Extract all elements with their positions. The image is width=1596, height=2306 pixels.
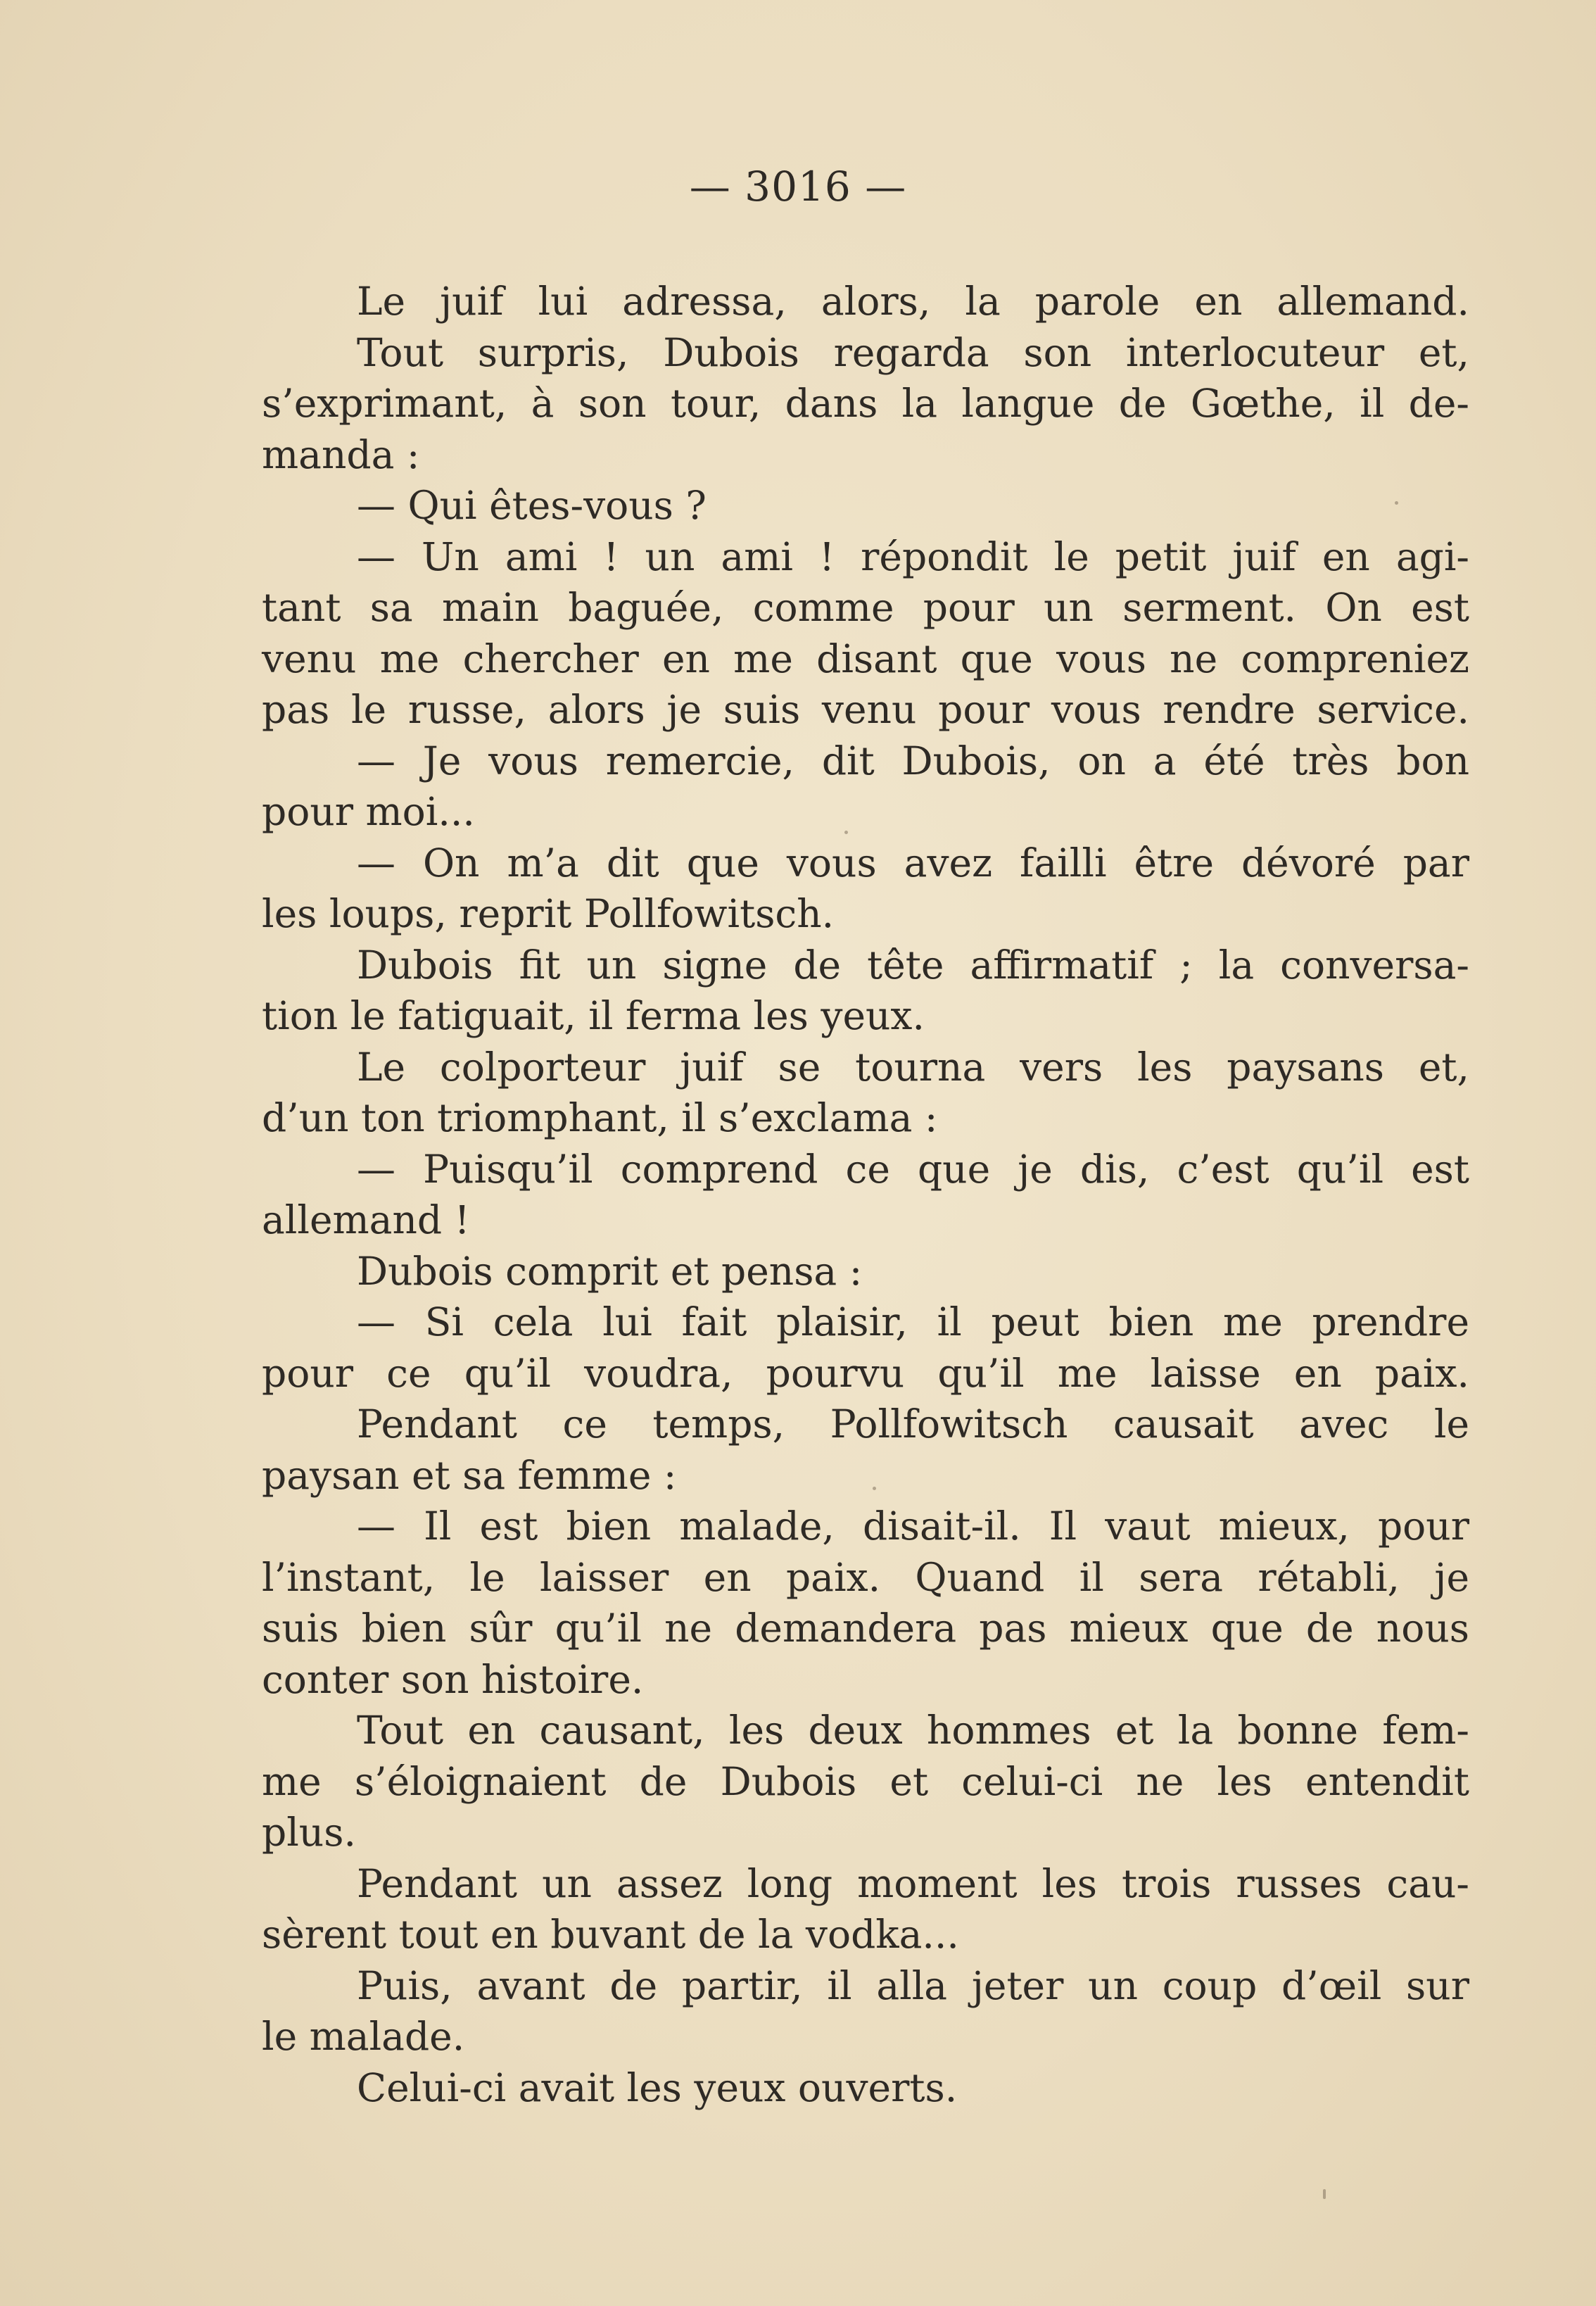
page-number: — 3016 —: [689, 163, 907, 210]
text-line: — Puisqu’il comprend ce que je dis, c’est qu’il est: [357, 1146, 1469, 1192]
text-line: tion le fatiguait, il ferma les yeux.: [262, 993, 925, 1038]
text-line: — On m’a dit que vous avez failli être dévoré par: [357, 840, 1469, 886]
text-line: Tout en causant, les deux hommes et la bonne fem-: [357, 1708, 1469, 1753]
text-line: Le colporteur juif se tourna vers les paysans et,: [357, 1044, 1469, 1090]
text-line: — Un ami ! un ami ! répondit le petit juif en agi-: [357, 534, 1469, 579]
text-line: allemand !: [262, 1197, 470, 1242]
text-line: Le juif lui adressa, alors, la parole en allemand.: [357, 279, 1469, 324]
paper-speck: [844, 831, 848, 834]
text-line: — Il est bien malade, disait-il. Il vaut mieux, pour: [357, 1504, 1469, 1549]
text-line: Tout surpris, Dubois regarda son interlocuteur et,: [357, 329, 1469, 375]
text-line: Dubois comprit et pensa :: [357, 1248, 863, 1294]
text-line: pas le russe, alors je suis venu pour vous rendre service.: [262, 687, 1469, 732]
text-line: Puis, avant de partir, il alla jeter un coup d’œil sur: [357, 1962, 1469, 2008]
text-line: conter son histoire.: [262, 1656, 644, 1702]
text-line: les loups, reprit Pollfowitsch.: [262, 891, 835, 936]
paper-speck: [1323, 2189, 1326, 2199]
text-line: me s’éloignaient de Dubois et celui-ci ne les entendit: [262, 1758, 1469, 1804]
text-line: Pendant ce temps, Pollfowitsch causait avec le: [357, 1401, 1469, 1447]
text-line: manda :: [262, 431, 420, 477]
text-line: sèrent tout en buvant de la vodka...: [262, 1912, 959, 1957]
text-line: venu me chercher en me disant que vous ne compreniez: [262, 636, 1469, 681]
text-line: plus.: [262, 1810, 356, 1855]
text-line: — Qui êtes-vous ?: [357, 483, 707, 528]
paper-speck: [1395, 501, 1398, 505]
text-line: s’exprimant, à son tour, dans la langue de Gœthe, il de-: [262, 381, 1469, 426]
text-line: pour moi...: [262, 789, 475, 834]
text-line: tant sa main baguée, comme pour un serment. On est: [262, 585, 1469, 630]
body-text: [262, 276, 1469, 2113]
paper-speck: [873, 1487, 876, 1490]
text-line: pour ce qu’il voudra, pourvu qu’il me laisse en paix.: [262, 1350, 1469, 1396]
text-line: d’un ton triomphant, il s’exclama :: [262, 1095, 938, 1140]
text-line: paysan et sa femme :: [262, 1452, 677, 1498]
text-line: Dubois fit un signe de tête affirmatif ; la conversa-: [357, 942, 1469, 988]
text-line: suis bien sûr qu’il ne demandera pas mieux que de nous: [262, 1606, 1469, 1651]
text-line: l’instant, le laisser en paix. Quand il sera rétabli, je: [262, 1554, 1469, 1600]
text-line: le malade.: [262, 2014, 465, 2059]
text-line: Pendant un assez long moment les trois russes cau-: [357, 1860, 1469, 1906]
text-line: — Si cela lui fait plaisir, il peut bien me prendre: [357, 1299, 1469, 1344]
text-line: Celui-ci avait les yeux ouverts.: [357, 2065, 958, 2110]
text-line: — Je vous remercie, dit Dubois, on a été très bon: [357, 738, 1469, 783]
